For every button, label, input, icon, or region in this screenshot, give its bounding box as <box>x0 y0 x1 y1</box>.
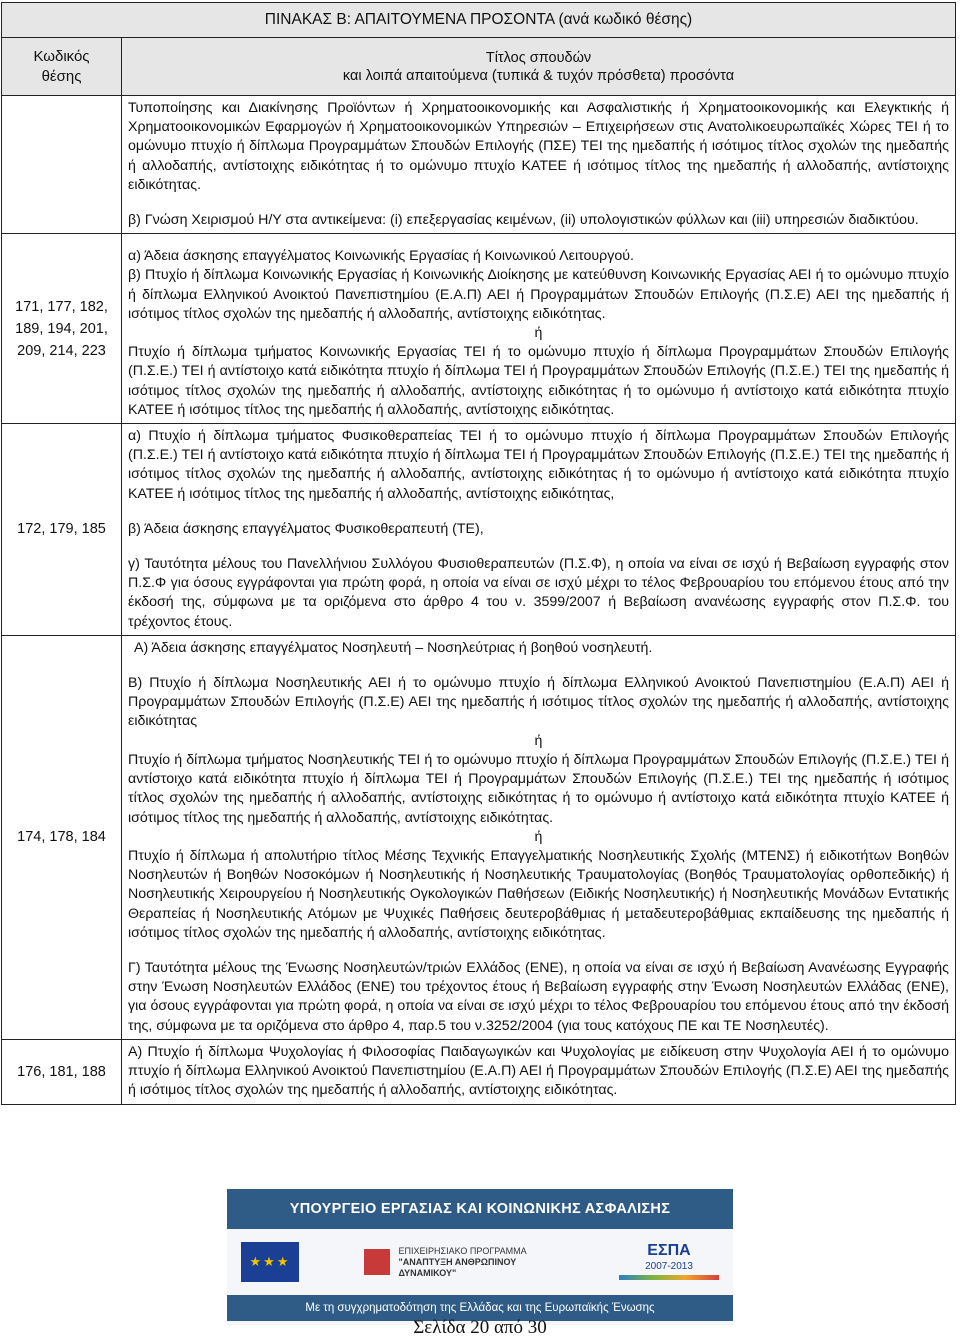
code-column-header <box>2 38 122 96</box>
or-separator: ή <box>534 325 543 342</box>
row-code-empty <box>2 96 122 234</box>
row-qualifications <box>122 635 956 1039</box>
row-qualifications <box>122 96 956 234</box>
table-row <box>2 1039 956 1104</box>
code-header-line1: Κωδικός <box>33 47 90 65</box>
table-row <box>2 635 956 1039</box>
row-qualifications <box>122 1039 956 1104</box>
qualification-text: β) Γνώση Χειρισμού Η/Υ στα αντικείμενα: (i) επεξεργασίας κειμένων, (ii) υπολογιστικών φύλλων και (iii) υπηρεσιών διαδικτύου. <box>128 212 919 229</box>
logo-strip <box>227 1229 733 1295</box>
row-qualifications <box>122 424 956 636</box>
qualification-text: Πτυχίο ή δίπλωμα ή απολυτήριο τίτλος Μέσης Τεχνικής Επαγγελματικής Νοσηλευτικής Σχολής (ΜΤΕΝΣ) ή ειδικοτήτων Βοηθών Νοσηλευτών ή Βοηθών Νοσοκόμων ή Νοσηλευτικής ή Νοσηλευτικής Τραυματολογίας (Βοηθός Τραυματολογίας ορθοπεδικής) ή Νοσηλευτικής Χειρουργείου ή Νοσηλευτικής Ογκολογικών Παθήσεων (Ειδικής Νοσηλευτικής) ή Νοσηλευτικής Μονάδων Εντατικής Θεραπείας ή Νοσηλευτικής Ατόμων με Ψυχικές Παθήσεις δευτεροβάθμιας ή μεταδευτεροβάθμιας εκπαίδευσης της ημεδαπής ή ισότιμος τίτλος σχολών της ημεδαπής ή αλλοδαπής, αντίστοιχης ειδικότητας. <box>128 847 949 941</box>
program-logo <box>364 1246 554 1279</box>
cofunding-banner <box>227 1189 733 1325</box>
qualifications-table <box>1 2 956 1105</box>
row-code: 174, 178, 184 <box>2 635 122 1039</box>
code-header-line2: θέσης <box>41 67 82 85</box>
row-code: 176, 181, 188 <box>2 1039 122 1104</box>
qualification-text: α) Άδεια άσκησης επαγγέλματος Κοινωνικής Εργασίας ή Κοινωνικού Λειτουργού. <box>128 248 634 265</box>
espa-years: 2007-2013 <box>645 1261 693 1272</box>
qualification-text: β) Πτυχίο ή δίπλωμα Κοινωνικής Εργασίας ή Κοινωνικής Διοίκησης με κατεύθυνση Κοινωνικής Εργασίας ΑΕΙ ή το ομώνυμο πτυχίο ή δίπλωμα Ελληνικού Ανοικτού Πανεπιστημίου (Ε.Α.Π) ΑΕΙ ή Προγραμμάτων Σπουδών Επιλογής (Π.Σ.Ε) ΑΕΙ της ημεδαπής ή ισότιμος τίτλος σχολών της ημεδαπής ή αλλοδαπής, αντίστοιχης ειδικότητας. <box>128 267 949 322</box>
program-logo-icon <box>364 1249 390 1275</box>
row-code: 172, 179, 185 <box>2 424 122 636</box>
title-header-line1: Τίτλος σπουδών <box>485 49 592 66</box>
ministry-name: ΥΠΟΥΡΓΕΙΟ ΕΡΓΑΣΙΑΣ ΚΑΙ ΚΟΙΝΩΝΙΚΗΣ ΑΣΦΑΛΙΣΗΣ <box>227 1189 733 1229</box>
row-code: 171, 177, 182, 189, 194, 201, 209, 214, 223 <box>2 234 122 424</box>
or-separator: ή <box>534 828 543 845</box>
qualification-text: Πτυχίο ή δίπλωμα τμήματος Νοσηλευτικής ΤΕΙ ή το ομώνυμο πτυχίο ή δίπλωμα Προγραμμάτων Σπουδών Επιλογής (Π.Σ.Ε.) ΤΕΙ ή αντίστοιχο κατά ειδικότητα πτυχίο ή δίπλωμα ΤΕΙ ή Προγραμμάτων Σπουδών Επιλογής (Π.Σ.Ε.) ΤΕΙ της ημεδαπής ή ισότιμος τίτλος σχολών της ημεδαπής ή αλλοδαπής, αντίστοιχης ειδικότητας ή το ομώνυμο ή αντίστοιχο κατά ειδικότητα πτυχίο ΚΑΤΕΕ ή ισότιμος τίτλος της ημεδαπής ή αλλοδαπής, αντίστοιχης ειδικότητας. <box>128 751 949 826</box>
espa-text: ΕΣΠΑ <box>647 1242 691 1259</box>
table-row <box>2 424 956 636</box>
table-row <box>2 234 956 424</box>
page-number: Σελίδα 20 από 30 <box>413 1317 547 1338</box>
table-title: ΠΙΝΑΚΑΣ Β: ΑΠΑΙΤΟΥΜΕΝΑ ΠΡΟΣΟΝΤΑ (ανά κωδικό θέσης) <box>2 3 956 38</box>
cofunding-slogan: Με τη συγχρηματοδότηση της Ελλάδας και της Ευρωπαϊκής Ένωσης <box>227 1295 733 1321</box>
or-separator: ή <box>534 732 543 749</box>
qualification-text: Α) Πτυχίο ή δίπλωμα Ψυχολογίας ή Φιλοσοφίας Παιδαγωγικών και Ψυχολογίας με ειδίκευση στην Ψυχολογία ΑΕΙ ή το ομώνυμο πτυχίο ή δίπλωμα Ελληνικού Ανοικτού Πανεπιστημίου (Ε.Α.Π) ΑΕΙ ή Προγραμμάτων Σπουδών Επιλογής (Π.Σ.Ε) ΑΕΙ της ημεδαπής ή ισότιμος τίτλος σχολών της ημεδαπής ή αλλοδαπής, αντίστοιχης ειδικότητας. <box>128 1043 949 1099</box>
qualification-text: Πτυχίο ή δίπλωμα τμήματος Κοινωνικής Εργασίας ΤΕΙ ή το ομώνυμο πτυχίο ή δίπλωμα Προγραμμάτων Σπουδών Επιλογής (Π.Σ.Ε.) ΤΕΙ ή αντίστοιχο κατά ειδικότητα πτυχίο ή δίπλωμα ΤΕΙ ή Προγραμμάτων Σπουδών Επιλογής (Π.Σ.Ε.) ΤΕΙ της ημεδαπής ή ισότιμος τίτλος σχολών της ημεδαπής ή αλλοδαπής, αντίστοιχης ειδικότητας ή το ομώνυμο ή αντίστοιχο κατά ειδικότητα πτυχίο ΚΑΤΕΕ ή ισότιμος τίτλος της ημεδαπής ή αλλοδαπής, αντίστοιχης ειδικότητας. <box>128 344 949 418</box>
qualification-text: γ) Ταυτότητα μέλους του Πανελλήνιου Συλλόγου Φυσιοθεραπευτών (Π.Σ.Φ), η οποία να είναι σε ισχύ ή Βεβαίωση εγγραφής στον Π.Σ.Φ για όσους εγγράφονται για πρώτη φορά, η οποία να είναι σε ισχύ μέχρι το τέλος Φεβρουαρίου του επόμενου έτους από την έκδοσή της, σύμφωνα με τα οριζόμενα στο άρθρο 4 του ν. 3599/2007 ή Βεβαίωση ανανέωσης εγγραφής στον Π.Σ.Φ. του τρέχοντος έτους. <box>128 556 949 630</box>
qualification-text: Β) Πτυχίο ή δίπλωμα Νοσηλευτικής ΑΕΙ ή το ομώνυμο πτυχίο ή δίπλωμα Ελληνικού Ανοικτού Πανεπιστημίου (Ε.Α.Π) ΑΕΙ ή Προγραμμάτων Σπουδών Επιλογής (Π.Σ.Ε) ΑΕΙ της ημεδαπής ή ισότιμος τίτλος σχολών της ημεδαπής ή αλλοδαπής, αντίστοιχης ειδικότητας <box>128 675 949 730</box>
qualification-text: Γ) Ταυτότητα μέλους της Ένωσης Νοσηλευτών/τριών Ελλάδος (ΕΝΕ), η οποία να είναι σε ισχύ ή Βεβαίωση Ανανέωσης Εγγραφής στην Ένωση Νοσηλευτών Ελλάδος (ΕΝΕ) του τρέχοντος έτους ή Βεβαίωση εγγραφής στην Ένωση Νοσηλευτών Ελλάδας (ΕΝΕ), για όσους εγγράφονται για πρώτη φορά, η οποία να είναι σε ισχύ μέχρι το τέλος Φεβρουαρίου του επόμενου έτους από την έκδοσή της, σύμφωνα με τα οριζόμενα στο άρθρο 4, παρ.5 του ν.3252/2004 (για τους κατόχους ΠΕ και ΤΕ Νοσηλευτές). <box>128 959 949 1034</box>
program-name-line1: ΕΠΙΧΕΙΡΗΣΙΑΚΟ ΠΡΟΓΡΑΜΜΑ <box>398 1245 527 1256</box>
qualification-text: α) Πτυχίο ή δίπλωμα τμήματος Φυσικοθεραπείας ΤΕΙ ή το ομώνυμο πτυχίο ή δίπλωμα Προγραμμάτων Σπουδών Επιλογής (Π.Σ.Ε.) ΤΕΙ ή αντίστοιχο κατά ειδικότητα πτυχίο ή δίπλωμα ΤΕΙ ή Προγραμμάτων Σπουδών Επιλογής (Π.Σ.Ε.) ΤΕΙ της ημεδαπής ή ισότιμος τίτλος σχολών της ημεδαπής ή αλλοδαπής, αντίστοιχης ειδικότητας ή το ομώνυμο ή αντίστοιχο κατά ειδικότητα πτυχίο ΚΑΤΕΕ ή ισότιμος τίτλος της ημεδαπής ή αλλοδαπής, αντίστοιχης ειδικότητας, <box>128 428 949 502</box>
table-row <box>2 96 956 234</box>
espa-logo <box>619 1241 719 1283</box>
program-name-line2: "ΑΝΑΠΤΥΞΗ ΑΝΘΡΩΠΙΝΟΥ ΔΥΝΑΜΙΚΟΥ" <box>398 1256 517 1278</box>
title-column-header <box>122 38 956 96</box>
espa-color-bar <box>619 1275 719 1280</box>
qualification-text: β) Άδεια άσκησης επαγγέλματος Φυσικοθεραπευτή (ΤΕ), <box>128 520 484 537</box>
eu-flag-icon: ★★★ <box>241 1242 299 1282</box>
qualification-text: Α) Άδεια άσκησης επαγγέλματος Νοσηλευτή – Νοσηλεύτριας ή βοηθού νοσηλευτή. <box>134 639 653 656</box>
qualification-text: Τυποποίησης και Διακίνησης Προϊόντων ή Χρηματοοικονομικής και Ασφαλιστικής ή Χρηματοοικονομικής και Ελεγκτικής ή Χρηματοοικονομικών Εφαρμογών ή Χρηματοοικονομικών Υπηρεσιών – Επιχειρήσεων στις Ανατολικοευρωπαϊκές Χώρες ΤΕΙ ή το ομώνυμο πτυχίο ή δίπλωμα Προγραμμάτων Σπουδών Επιλογής (ΠΣΕ) ΤΕΙ της ημεδαπής ή ισότιμος τίτλος σχολών της ημεδαπής ή αλλοδαπής, αντίστοιχης ειδικότητας ή το ομώνυμο πτυχίο ΚΑΤΕΕ ή ισότιμος τίτλος της ημεδαπής ή αλλοδαπής, αντίστοιχης ειδικότητας. <box>128 100 949 193</box>
row-qualifications <box>122 234 956 424</box>
title-header-line2: και λοιπά απαιτούμενα (τυπικά & τυχόν πρόσθετα) προσόντα <box>342 67 735 84</box>
